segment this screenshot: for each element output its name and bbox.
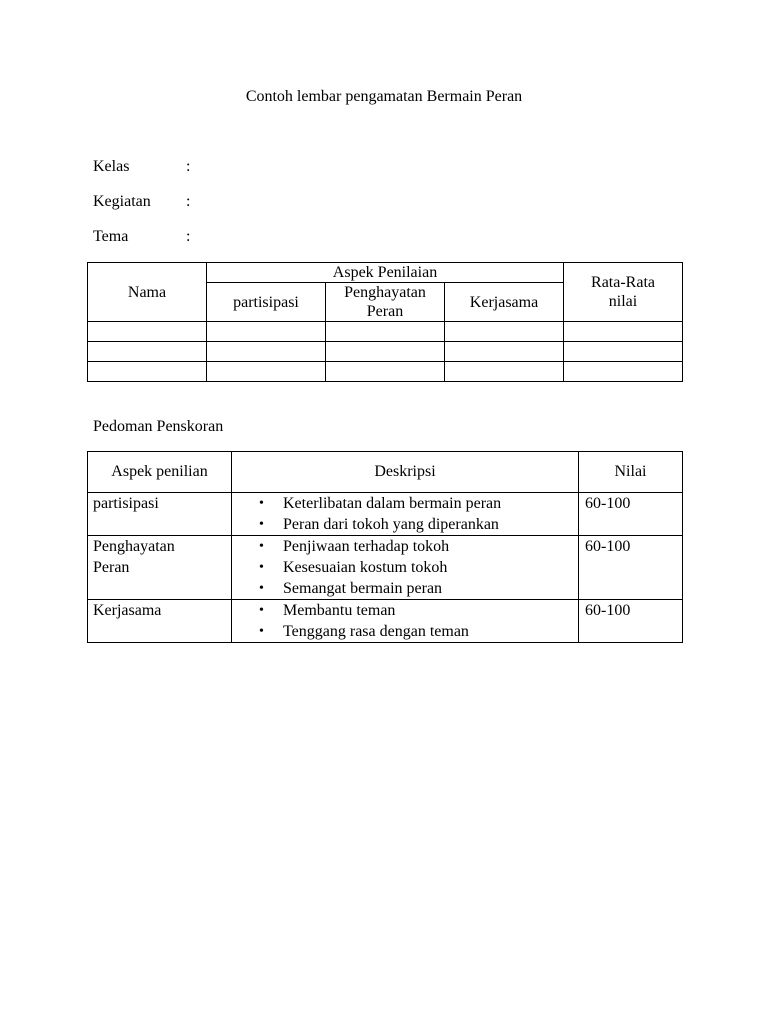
deskripsi-list [232,536,578,599]
list-item-text: Peran dari tokoh yang diperankan [283,516,499,533]
header-kerjasama: Kerjasama [445,283,564,322]
aspek-line1: Penghayatan [93,538,175,555]
scoring-deskripsi-cell [232,493,579,536]
list-item-text: Membantu teman [283,602,396,619]
table-cell [207,362,326,382]
table-cell [326,322,445,342]
list-item [232,514,578,535]
table-row [88,322,683,342]
header-rata-line2: nilai [608,293,638,310]
header-rata-line1: Rata-Rata [591,274,655,291]
table-cell [207,342,326,362]
scoring-nilai-cell: 60-100 [579,493,683,536]
field-kelas [93,157,190,177]
bullet-icon: • [259,496,264,511]
scoring-deskripsi-cell [232,536,579,600]
table-cell [88,362,207,382]
scoring-nilai-cell: 60-100 [579,536,683,600]
table-cell [445,322,564,342]
list-item-text: Kesesuaian kostum tokoh [283,559,448,576]
scoring-table [87,451,683,643]
field-label: Kegiatan [93,193,151,210]
table-cell [564,322,683,342]
bullet-icon: • [259,581,264,596]
aspek-line2: Peran [93,559,130,576]
scoring-row-partisipasi [88,493,683,536]
field-tema [93,227,190,247]
list-item [232,493,578,514]
field-label: Tema [93,228,129,245]
deskripsi-list [232,493,578,535]
list-item-text: Semangat bermain peran [283,580,443,597]
header-partisipasi: partisipasi [207,283,326,322]
header-aspek-penilaian: Aspek Penilaian [207,263,564,283]
list-item-text: Keterlibatan dalam bermain peran [283,495,502,512]
scoring-aspek-cell [88,493,232,536]
bullet-icon: • [259,517,264,532]
field-colon: : [186,158,191,175]
table-cell [564,342,683,362]
header-rata-rata [564,263,683,322]
table-cell [207,322,326,342]
scoring-deskripsi-cell [232,600,579,643]
table-cell [326,342,445,362]
bullet-icon: • [259,539,264,554]
list-item-text: Penjiwaan terhadap tokoh [283,538,450,555]
field-colon: : [186,228,191,245]
observation-header-row [88,263,683,283]
header-penghayatan-line1: Penghayatan [344,284,426,301]
table-cell [326,362,445,382]
header-nilai: Nilai [579,452,683,493]
scoring-aspek-cell [88,536,232,600]
list-item-text: Tenggang rasa dengan teman [283,623,469,640]
scoring-header-row [88,452,683,493]
scoring-row-kerjasama [88,600,683,643]
header-nama: Nama [88,263,207,322]
aspek-line1: Kerjasama [93,602,162,619]
field-label: Kelas [93,158,130,175]
header-deskripsi: Deskripsi [232,452,579,493]
scoring-nilai-cell: 60-100 [579,600,683,643]
scoring-row-penghayatan [88,536,683,600]
header-penghayatan [326,283,445,322]
scoring-aspek-cell [88,600,232,643]
document-title: Contoh lembar pengamatan Bermain Peran [245,88,523,105]
table-cell [445,362,564,382]
list-item [232,578,578,599]
header-aspek-penilian: Aspek penilian [88,452,232,493]
table-cell [88,342,207,362]
field-colon: : [186,193,191,210]
bullet-icon: • [259,624,264,639]
table-cell [88,322,207,342]
table-row [88,342,683,362]
list-item [232,536,578,557]
list-item [232,621,578,642]
field-kegiatan [93,192,190,212]
bullet-icon: • [259,560,264,575]
table-cell [445,342,564,362]
aspek-line1: partisipasi [93,495,159,512]
table-cell [564,362,683,382]
deskripsi-list [232,600,578,642]
table-row [88,362,683,382]
observation-table [87,262,683,382]
list-item [232,557,578,578]
scoring-heading: Pedoman Penskoran [93,418,224,435]
header-penghayatan-line2: Peran [366,303,404,320]
bullet-icon: • [259,603,264,618]
list-item [232,600,578,621]
